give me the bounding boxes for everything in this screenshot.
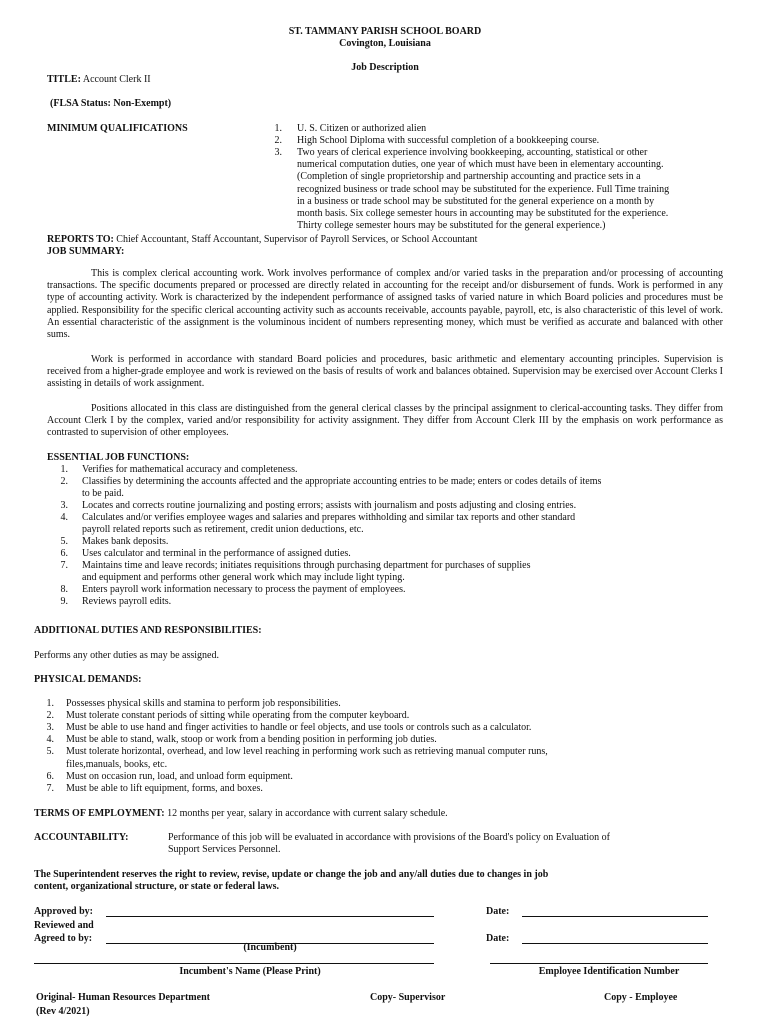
employee-id-caption: Employee Identification Number (538, 966, 680, 977)
footer-copy-employee: Copy - Employee (604, 992, 678, 1003)
min-qual-item-line: (Completion of single proprietorship and partnership accounting and practice sets in a (297, 171, 641, 183)
essential-item-line: Verifies for mathematical accuracy and completeness. (82, 464, 298, 475)
essential-item-line: Makes bank deposits. (82, 536, 169, 547)
reports-to (47, 234, 477, 246)
approved-by-line[interactable] (106, 916, 434, 917)
terms-of-employment (34, 808, 448, 820)
essential-number: 1. (60, 464, 68, 475)
essential-number: 4. (60, 512, 68, 523)
summary-paragraph-3: Positions allocated in this class are distinguished from the general clerical classes by the principal assignment to clerical-accounting tasks. They differ from Account Clerk I by the complex, varied and/or responsibility for activity assignment. They differ from Account Clerk III by the emphasis on work performance as contrasted to supervision of other employees. (47, 403, 723, 439)
min-qual-item-line: Thirty college semester hours may be substituted for the general experience.) (297, 219, 606, 231)
essential-item-line: Maintains time and leave records; initiates requisitions through purchasing department for purchases of supplies (82, 560, 531, 571)
org-location: Covington, Louisiana (339, 38, 431, 49)
date-label-2: Date: (486, 933, 510, 944)
flsa-status: (FLSA Status: Non-Exempt) (50, 98, 172, 109)
min-qual-item-line: recognized business or trade school may be substituted for the experience. Full Time training (297, 183, 670, 195)
physical-number: 6. (46, 770, 54, 782)
terms-label: TERMS OF EMPLOYMENT: (34, 808, 165, 819)
essential-number: 5. (60, 536, 68, 547)
date-line-2[interactable] (522, 943, 708, 944)
min-qual-number: 1. (274, 123, 282, 134)
essential-item-line: payroll related reports such as retirement, credit union deductions, etc. (82, 524, 364, 535)
min-qual-item-line: in a business or trade school may be substituted for the general experience on a month by (297, 195, 655, 207)
essential-item-line: Classifies by determining the accounts affected and the appropriate accounting entries to be made; enters or codes details of items (82, 476, 602, 487)
reserve-statement-line-1: The Superintendent reserves the right to review, revise, update or change the job and any/all duties due to changes in job (34, 869, 549, 880)
essential-item-line: Enters payroll work information necessary to process the payment of employees. (82, 584, 406, 595)
essential-item-line: Uses calculator and terminal in the performance of assigned duties. (82, 548, 351, 559)
additional-text: Performs any other duties as may be assigned. (34, 650, 219, 661)
essential-item-line: to be paid. (82, 488, 124, 499)
reserve-statement-line-2: content, organizational structure, or state or federal laws. (34, 881, 279, 892)
approved-by-label: Approved by: (34, 906, 93, 917)
physical-item-line: Must tolerate horizontal, overhead, and low level reaching in performing work such as retrieving manual computer runs, (66, 746, 548, 758)
physical-number: 7. (46, 782, 54, 794)
essential-item-line: Reviews payroll edits. (82, 596, 172, 607)
min-qual-item-line: Two years of clerical experience involving bookkeeping, accounting, statistical or other (297, 147, 648, 159)
min-qual-label: MINIMUM QUALIFICATIONS (47, 123, 188, 134)
job-title (47, 74, 151, 86)
physical-item-line: Possesses physical skills and stamina to perform job responsibilities. (66, 698, 341, 709)
job-title-value: Account Clerk II (82, 74, 151, 85)
terms-value: 12 months per year, salary in accordance with current salary schedule. (167, 808, 448, 819)
min-qual-number: 2. (274, 135, 282, 147)
essential-item-line: and equipment and performs other general work which may include light typing. (82, 572, 405, 583)
reports-to-label: REPORTS TO: (47, 234, 114, 245)
doc-type: Job Description (351, 62, 419, 73)
essential-label: ESSENTIAL JOB FUNCTIONS: (47, 452, 190, 463)
footer-copy-supervisor: Copy- Supervisor (370, 992, 446, 1003)
essential-item-line: Locates and corrects routine journalizing and posting errors; assists with journalism and posts adjusting and closing entries. (82, 500, 577, 511)
physical-item-line: Must be able to lift equipment, forms, and boxes. (66, 782, 263, 794)
summary-paragraph-2: Work is performed in accordance with standard Board policies and procedures, basic arithmetic and elementary accounting principles. Supervision is received from a higher-grade employee and work is reviewed on the basis of results of work and balances obtained. Supervision may be exercised over Account Clerks I assisting in details of work assignment. (47, 354, 723, 390)
org-name: ST. TAMMANY PARISH SCHOOL BOARD (288, 26, 482, 37)
summary-paragraph-1: This is complex clerical accounting work. Work involves performance of complex and/or varied tasks in the preparation and/or processing of accounting transactions. The specific documents prepared or processed are directly related in accounting for the receipt and/or disbursement of funds. Work is performed in any type of accounting activity. Work is characterized by the independent performance of assigned tasks of varied nature in which Board policies and procedures must be applied. Responsibility for the specific clerical accounting activity such as accounts receivable, accounts payable, payroll, etc, is also characteristic of this level of work. An essential characteristic of the assignment is the voluminous incident of numbers representing money, which must be verified as accurate and balanced with other sums. (47, 268, 723, 341)
employee-id-line[interactable] (490, 963, 708, 964)
incumbent-caption: (Incumbent) (243, 942, 297, 953)
min-qual-number: 3. (274, 147, 282, 159)
physical-number: 2. (46, 710, 54, 722)
agreed-to-by-label: Agreed to by: (34, 933, 93, 944)
physical-item-line: Must tolerate constant periods of sitting while operating from the computer keyboard. (66, 710, 410, 722)
date-label-1: Date: (486, 906, 510, 917)
accountability-line-2: Support Services Personnel. (168, 844, 281, 855)
physical-number: 1. (46, 698, 54, 709)
physical-label: PHYSICAL DEMANDS: (34, 674, 142, 685)
essential-number: 3. (60, 500, 68, 511)
reviewed-and-label: Reviewed and (34, 920, 94, 931)
incumbent-name-caption: Incumbent's Name (Please Print) (179, 966, 321, 977)
physical-item-line: Must on occasion run, load, and unload form equipment. (66, 770, 293, 782)
essential-number: 6. (60, 548, 68, 559)
physical-number: 5. (46, 746, 54, 758)
additional-label: ADDITIONAL DUTIES AND RESPONSIBILITIES: (34, 625, 262, 636)
physical-item-line: Must be able to stand, walk, stoop or work from a bending position in performing job duties. (66, 734, 437, 746)
physical-item-line: files,manuals, books, etc. (66, 758, 168, 770)
min-qual-item-line: High School Diploma with successful completion of a bookkeeping course. (297, 135, 600, 147)
accountability-line-1: Performance of this job will be evaluated in accordance with provisions of the Board's policy on Evaluation of (168, 832, 610, 843)
accountability-label: ACCOUNTABILITY: (34, 832, 129, 843)
essential-item-line: Calculates and/or verifies employee wages and salaries and prepares withholding and similar tax reports and other standard (82, 512, 576, 523)
min-qual-item-line: numerical computation duties, one year of which must have been in elementary accounting. (297, 159, 664, 171)
job-title-label: TITLE: (47, 74, 81, 85)
reports-to-value: Chief Accountant, Staff Accountant, Supervisor of Payroll Services, or School Accountant (116, 234, 478, 245)
essential-number: 8. (60, 584, 68, 595)
job-summary-label: JOB SUMMARY: (47, 246, 125, 257)
incumbent-name-line[interactable] (34, 963, 434, 964)
min-qual-item-line: U. S. Citizen or authorized alien (297, 123, 427, 134)
essential-number: 9. (60, 596, 68, 607)
date-line-1[interactable] (522, 916, 708, 917)
essential-number: 2. (60, 476, 68, 487)
footer-original: Original- Human Resources Department (36, 992, 210, 1003)
physical-item-line: Must be able to use hand and finger activities to handle or feel objects, and use tools or controls such as a calculator. (66, 722, 532, 734)
min-qual-item-line: month basis. Six college semester hours in accounting may be substituted for the experience. (297, 207, 669, 219)
essential-number: 7. (60, 560, 68, 571)
footer-revision: (Rev 4/2021) (36, 1006, 90, 1017)
physical-number: 3. (46, 722, 54, 734)
physical-number: 4. (46, 734, 54, 746)
